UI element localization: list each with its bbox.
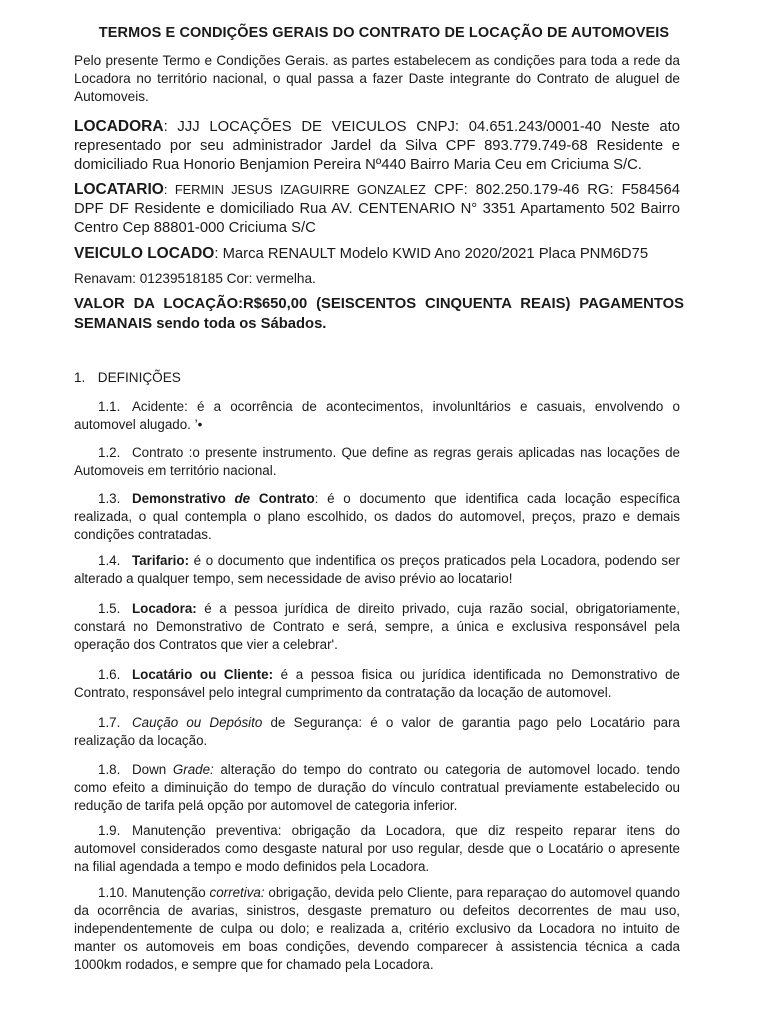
item-number: 1.5. [98, 601, 121, 616]
item-text: : obrigação da Locadora, que diz respeito reparar itens do automovel considerados como desgaste natural por uso regular, desde que o Locatário o apresente na filial agendada a tempo e modo definidos pela Locadora. [74, 823, 681, 874]
definition-item [74, 666, 680, 702]
definition-item [74, 490, 680, 544]
item-number: 1.7. [98, 715, 121, 730]
definition-item [74, 822, 680, 876]
item-number: 1.6. [98, 667, 121, 682]
item-term: corretiva: [209, 885, 265, 900]
document-title: TERMOS E CONDIÇÕES GERAIS DO CONTRATO DE LOCAÇÃO DE AUTOMOVEIS [98, 25, 670, 41]
item-text: : é o documento que identifica cada locação específica realizada, o qual contempla o plano escolhido, os dados do automovel, preços, prazo e demais condições contratadas. [74, 491, 680, 542]
item-term: Tarifario: [132, 553, 190, 568]
section-title: DEFINIÇÕES [97, 370, 181, 385]
item-term: Caução ou Depósito [132, 715, 263, 730]
item-number: 1.2. [98, 445, 121, 460]
section-heading [74, 370, 181, 385]
item-number: 1.3. [98, 491, 121, 506]
item-number: 1.8. [98, 762, 121, 777]
item-term: Demonstrativo [132, 491, 235, 506]
item-term-plain: Down [132, 762, 173, 777]
item-term-end: Contrato [250, 491, 315, 506]
veiculo-paragraph [74, 244, 680, 264]
item-text: é a pessoa fisica ou jurídica identificada no Demonstrativo de Contrato, responsável pelo integral cumprimento da contratação da locação de automovel. [74, 667, 680, 700]
renavam-line: Renavam: 01239518185 Cor: vermelha. [74, 271, 316, 286]
item-term: Manutenção preventiva [132, 823, 278, 838]
veiculo-label: VEICULO LOCADO [74, 245, 215, 262]
definition-item [74, 398, 680, 434]
item-term-plain: Manutenção [132, 885, 210, 900]
valor-locacao: VALOR DA LOCAÇÃO:R$650,00 (SEISCENTOS CINQUENTA REAIS) PAGAMENTOS SEMANAIS sendo toda os Sábados. [74, 296, 684, 332]
locatario-label: LOCATARIO [74, 181, 164, 198]
item-number: 1.10. [98, 885, 128, 900]
item-number: 1.1. [98, 399, 121, 414]
locatario-paragraph [74, 180, 680, 238]
veiculo-text: : Marca RENAULT Modelo KWID Ano 2020/2021 Placa PNM6D75 [214, 246, 649, 262]
item-term: Locatário ou Cliente: [132, 667, 274, 682]
definition-item [74, 761, 680, 815]
locadora-text: : JJJ LOCAÇÕES DE VEICULOS CNPJ: 04.651.243/0001-40 Neste ato representado por seu administrador Jardel da Silva CPF 893.779.749-68 Residente e domiciliado Rua Honorio Benjamion Pereira Nº440 Bairro Maria Ceu em Criciuma S/C. [74, 119, 680, 173]
locatario-name: : FERMIN JESUS IZAGUIRRE GONZALEZ [163, 182, 427, 197]
item-text: é o documento que indentifica os preços praticados pela Locadora, podendo ser alterado a qualquer tempo, sem necessidade de aviso prévio ao locatario! [74, 553, 680, 586]
item-text: : é a ocorrência de acontecimentos, involunltários e casuais, envolvendo o automovel alugado. [74, 399, 680, 432]
item-term: Locadora: [132, 601, 197, 616]
locatario-text: CPF: 802.250.179-46 RG: F584564 DPF DF Residente e domiciliado Rua AV. CENTENARIO N° 3351 Apartamento 502 Bairro Centro Cep 88801-000 Criciuma S/C [74, 182, 680, 236]
item-text: é a pessoa jurídica de direito privado, cuja razão social, obrigatoriamente, constará no Demonstrativo de Contrato e será, sempre, a única e exclusiva responsável pela operação dos Contratos que vier a celebrar'. [74, 601, 680, 652]
item-number: 1.9. [98, 823, 121, 838]
definition-item [74, 600, 680, 654]
item-number: 1.4. [98, 553, 121, 568]
item-term: Acidente [132, 399, 185, 414]
section-number: 1. [74, 370, 86, 385]
item-text: de Segurança: é o valor de garantia pago pelo Locatário para realização da locação. [74, 715, 680, 748]
intro-paragraph: Pelo presente Termo e Condições Gerais. as partes estabelecem as condições para toda a rede da Locadora no território nacional, o qual passa a fazer Daste integrante do Contrato de aluguel de Automoveis. [74, 53, 680, 104]
definition-item [74, 444, 680, 480]
item-text: obrigação, devida pelo Cliente, para reparaçao do automovel quando da ocorrência de avarias, sinistros, desgaste prematuro ou defeitos decorrentes de mau uso, independentemente de culpa ou dolo; e realizada a, critério exclusivo da Locadora no intuito de manter os automoveis em boas condições, devendo comparecer à assistencia técnica a cada 1000km rodados, e sempre que for chamado pela Locadora. [74, 885, 681, 972]
item-text: alteração do tempo do contrato ou categoria de automovel locado. tendo como efeito a diminuição do tempo de duração do vínculo contratual previamente estabelecido ou redução de tarifa pelá opção por automovel de categoria inferior. [74, 762, 680, 813]
item-term-italic: de [234, 491, 251, 506]
definition-item [74, 714, 680, 750]
definition-item [74, 884, 680, 974]
item-text: :o presente instrumento. Que define as regras gerais aplicadas nas locações de Automoveis em território nacional. [74, 445, 680, 478]
item-mark: ’• [194, 417, 203, 432]
locadora-label: LOCADORA [74, 118, 164, 135]
locadora-paragraph [74, 117, 680, 175]
item-term: Contrato [132, 445, 184, 460]
definition-item [74, 552, 680, 588]
item-term: Grade: [172, 762, 214, 777]
